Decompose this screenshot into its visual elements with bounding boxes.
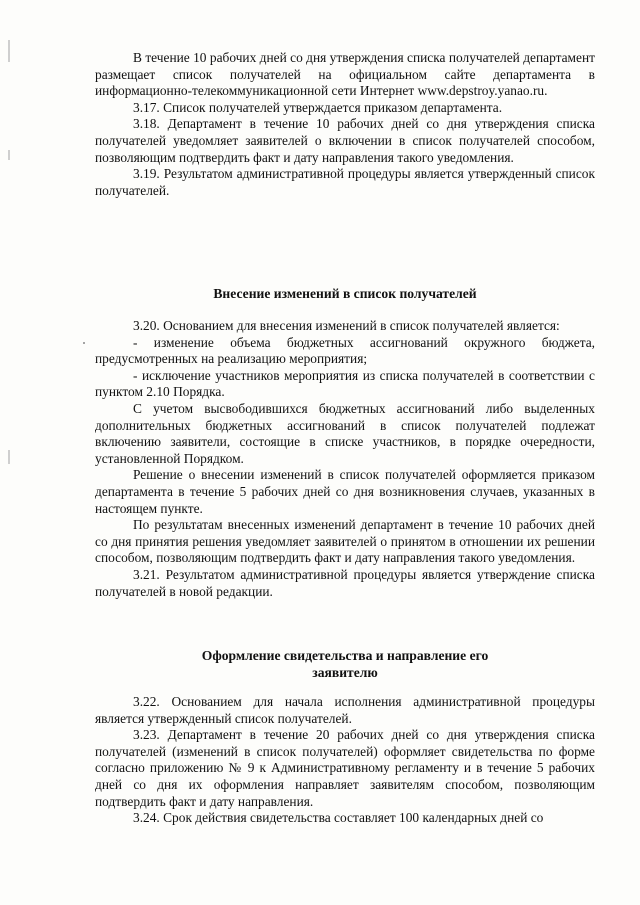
paragraph: 3.18. Департамент в течение 10 рабочих дней со дня утверждения списка получателей уведомляет заявителей о включении в список получателей способом, позволяющим подтвердить факт и дату направления такого уведомления. xyxy=(95,116,595,165)
paragraph: 3.19. Результатом административной процедуры является утвержденный список получателей. xyxy=(95,166,595,198)
section-changes-body xyxy=(95,318,595,600)
scan-edge-mark xyxy=(8,450,10,464)
section-certificate-body xyxy=(95,694,595,827)
section-heading-changes xyxy=(95,286,595,303)
paragraph: 3.17. Список получателей утверждается приказом департамента. xyxy=(133,99,503,115)
paragraph: С учетом высвободившихся бюджетных ассигнований либо выделенных дополнительных бюджетных ассигнований в список получателей подлежат включению заявители, состоящие в списке участников, в порядке очередности, установленной Порядком. xyxy=(95,400,595,466)
paragraph: 3.24. Срок действия свидетельства составляет 100 календарных дней со xyxy=(133,810,544,826)
section-heading-line: Оформление свидетельства и направление его xyxy=(201,648,489,663)
paragraph: 3.20. Основанием для внесения изменений в список получателей является: xyxy=(133,318,560,333)
paragraph: Решение о внесении изменений в список получателей оформляется приказом департамента в течение 5 рабочих дней со дня возникновения случаев, указанных в настоящем пункте. xyxy=(95,467,595,516)
intro-block xyxy=(95,50,595,199)
list-item: - изменение объема бюджетных ассигнований окружного бюджета, предусмотренных на реализацию мероприятия; xyxy=(95,334,595,367)
scan-edge-mark xyxy=(8,40,10,62)
paragraph: В течение 10 рабочих дней со дня утверждения списка получателей департамент размещает список получателей на официальном сайте департамента в информационно-телекоммуникационной сети Интернет www.depstroy.yanao.ru. xyxy=(95,50,595,99)
section-heading-certificate xyxy=(95,648,595,681)
scan-speck xyxy=(83,342,85,344)
paragraph: По результатам внесенных изменений департамент в течение 10 рабочих дней со дня принятия решения уведомляет заявителей о принятом в отношении их решении способом, позволяющим подтвердить факт и дату направления такого уведомления. xyxy=(95,517,595,566)
paragraph: 3.23. Департамент в течение 20 рабочих дней со дня утверждения списка получателей (изменений в список получателей) оформляет свидетельства по форме согласно приложению № 9 к Административному регламенту и в течение 5 рабочих дней со дня их оформления направляет заявителям способом, позволяющим подтвердить факт и дату направления. xyxy=(95,727,595,809)
paragraph: 3.21. Результатом административной процедуры является утверждение списка получателей в новой редакции. xyxy=(95,566,595,599)
scan-edge-mark xyxy=(8,150,10,160)
section-heading-line: заявителю xyxy=(312,664,378,680)
paragraph: 3.22. Основанием для начала исполнения административной процедуры является утвержденный список получателей. xyxy=(95,694,595,726)
list-item: - исключение участников мероприятия из списка получателей в соответствии с пунктом 2.10 Порядка. xyxy=(95,367,595,400)
section-heading-text: Внесение изменений в список получателей xyxy=(213,286,477,301)
